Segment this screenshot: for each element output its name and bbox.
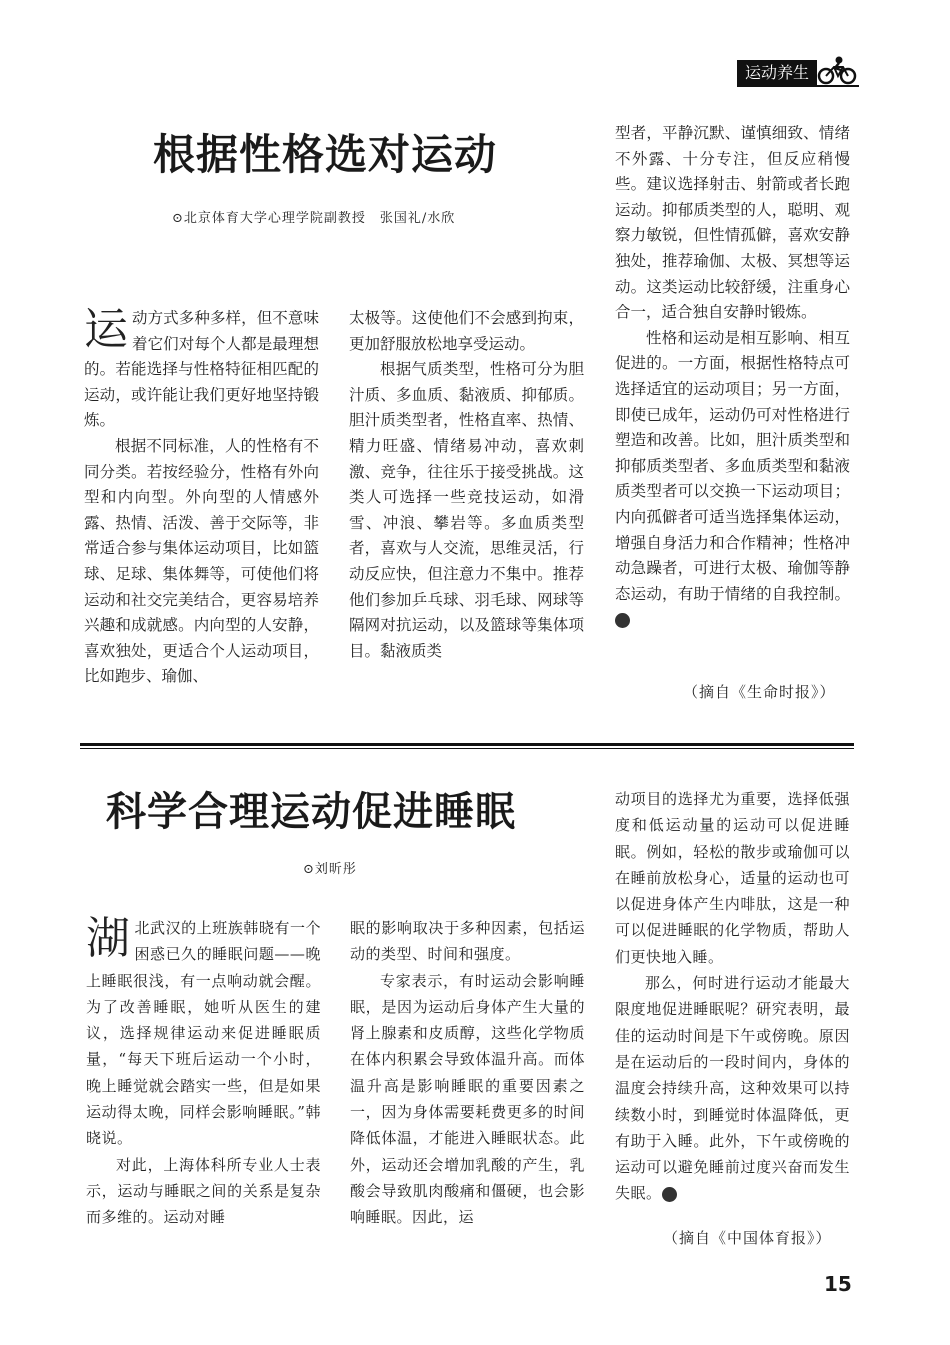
article-title: 根据性格选对运动: [153, 130, 498, 179]
paragraph: 太极等。这使他们不会感到拘束，更加舒服放松地享受运动。: [349, 309, 584, 353]
page-number: 15: [824, 1272, 852, 1296]
text-column-3: [615, 121, 850, 633]
paragraph: 型者，平静沉默、谨慎细致、情绪不外露、十分专注，但反应稍慢些。建议选择射击、射箭或者长跑运动。抑郁质类型的人，聪明、观察力敏锐，但性情孤僻，喜欢安静独处，推荐瑜伽、太极、冥想等运动。这类运动比较舒缓，注重身心合一，适合独自安静时锻炼。: [615, 124, 850, 322]
paragraph: 动方式多种多样，但不意味着它们对每个人都是最理想的。若能选择与性格特征相匹配的运动，或许能让我们更好地坚持锻炼。: [84, 309, 319, 430]
cyclist-icon: [817, 56, 857, 86]
paragraph: 专家表示，有时运动会影响睡眠，是因为运动后身体产生大量的肾上腺素和皮质醇，这些化学物质在体内积累会导致体温升高。而体温升高是影响睡眠的重要因素之一，因为身体需要耗费更多的时间降低体温，才能进入睡眠状态。此外，运动还会增加乳酸的产生，乳酸会导致肌肉酸痛和僵硬，也会影响睡眠。因此，运: [350, 971, 585, 1227]
text-column-3: [615, 786, 850, 1207]
paragraph: 北武汉的上班族韩晓有一个困惑已久的睡眠问题——晚上睡眠很浅，有一点响动就会醒。为了改善睡眠，她听从医生的建议，选择规律运动来促进睡眠质量，“每天下班后运动一个小时，晚上睡觉就会踏实一些，但是如果运动得太晚，同样会影响睡眠。”韩晓说。: [86, 919, 321, 1148]
article-byline: ⊙刘昕彤: [303, 862, 357, 877]
text-column-2: [350, 915, 585, 1231]
text-column-1: [86, 915, 321, 1231]
text-column-2: [349, 306, 584, 664]
smiley-end-icon: ☺: [662, 1187, 677, 1202]
paragraph: 那么，何时进行运动才能最大限度地促进睡眠呢？研究表明，最佳的运动时间是下午或傍晚。原因是在运动后的一段时间内，身体的温度会持续升高，这种效果可以持续数小时，到睡觉时体温降低，更有助于入睡。此外，下午或傍晚的运动可以避免睡前过度兴奋而发生失眠。: [615, 974, 850, 1203]
text-column-1: [84, 306, 319, 690]
article-title: 科学合理运动促进睡眠: [106, 789, 516, 835]
drop-cap: 运: [84, 304, 128, 355]
article-source: （摘自《中国体育报》）: [663, 1229, 832, 1247]
article-byline: ⊙北京体育大学心理学院副教授 张国礼/水欣: [172, 211, 456, 226]
smiley-end-icon: ☺: [615, 613, 630, 628]
paragraph: 动项目的选择尤为重要，选择低强度和低运动量的运动可以促进睡眠。例如，轻松的散步或瑜伽可以在睡前放松身心，适量的运动也可以促进身体产生内啡肽，这是一种可以促进睡眠的化学物质，帮助人们更快地入睡。: [615, 790, 850, 966]
paragraph: 眠的影响取决于多种因素，包括运动的类型、时间和强度。: [350, 919, 585, 964]
drop-cap: 湖: [86, 913, 131, 964]
paragraph: 根据气质类型，性格可分为胆汁质、多血质、黏液质、抑郁质。胆汁质类型者，性格直率、热情、精力旺盛、情绪易冲动，喜欢刺激、竞争，往往乐于接受挑战。这类人可选择一些竞技运动，如滑雪、冲浪、攀岩等。多血质类型者，喜欢与人交流，思维灵活，行动反应快，但注意力不集中。推荐他们参加乒乓球、羽毛球、网球等隔网对抗运动，以及篮球等集体项目。黏液质类: [349, 360, 584, 660]
paragraph: 根据不同标准，人的性格有不同分类。若按经验分，性格有外向型和内向型。外向型的人情感外露、热情、活泼、善于交际等，非常适合参与集体运动项目，比如篮球、足球、集体舞等，可使他们将运动和社交完美结合，更容易培养兴趣和成就感。内向型的人安静，喜欢独处，更适合个人运动项目，比如跑步、瑜伽、: [84, 436, 319, 686]
paragraph: 性格和运动是相互影响、相互促进的。一方面，根据性格特点可选择适宜的运动项目；另一方面，即使已成年，运动仍可对性格进行塑造和改善。比如，胆汁质类型和抑郁质类型者、多血质类型和黏液质类型者可以交换一下运动项目；内向孤僻者可适当选择集体运动，增强自身活力和合作精神；性格冲动急躁者，可进行太极、瑜伽等静态运动，有助于情绪的自我控制。: [615, 328, 850, 603]
section-label: 运动养生: [737, 60, 817, 86]
section-divider-thin: [80, 748, 854, 749]
article-source: （摘自《生命时报》）: [683, 683, 836, 701]
section-divider: [80, 743, 854, 746]
paragraph: 对此，上海体科所专业人士表示，运动与睡眠之间的关系是复杂而多维的。运动对睡: [86, 1155, 321, 1227]
